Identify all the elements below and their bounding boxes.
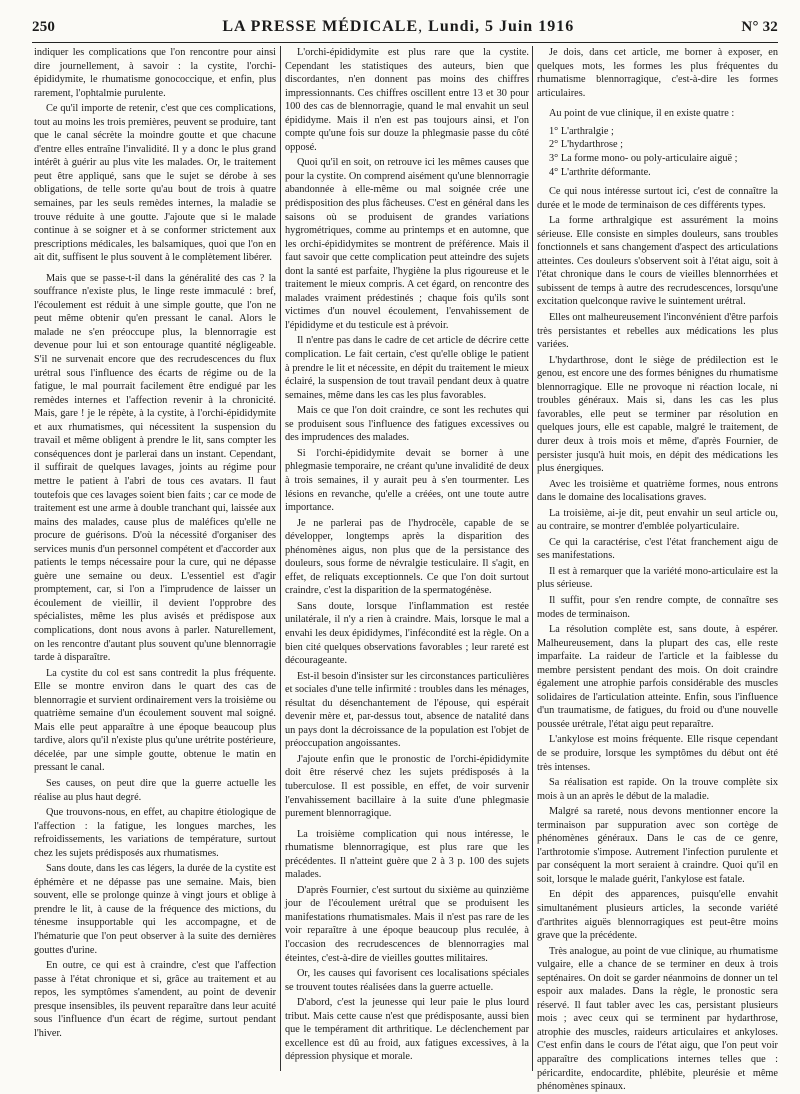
paragraph: Ce qui nous intéresse surtout ici, c'est de connaître la durée et le mode de terminaison de ces différents types. <box>537 186 778 211</box>
paragraph: Sans doute, dans les cas légers, la durée de la cystite est éphémère et ne dépasse pas une semaine. Mais, bien souvent, elle se prolonge quinze à vingt jours et oblige à prendre le lit, à cause de la fréquence des mictions, du ténesme insupportable qui les accompagne, et de l'hématurie que l'on peut observer à la suite des dernières gouttes d'urine. <box>34 863 276 956</box>
paragraph: Si l'orchi-épididymite devait se borner à une phlegmasie temporaire, ne créant qu'une invalidité de deux à trois semaines, il y aurait peu à s'en tourmenter. Les lésions en revanche, qu'elle a créées, ont une toute autre importance. <box>285 447 529 514</box>
list-item: 4° L'arthrite déformante. <box>549 166 651 178</box>
column-1 <box>34 46 276 1071</box>
paragraph: Mais ce que l'on doit craindre, ce sont les rechutes qui se produisent sous l'influence des fatigues excessives ou des imprudences des malades. <box>285 405 529 444</box>
paragraph: L'orchi-épididymite est plus rare que la cystite. Cependant les statistiques des auteurs, bien que discordantes, n'en donnent pas moins des chiffres impressionnants. Ces chiffres oscillent entre 13 et 30 pour 100 des cas de blennorragie, quand le mal envahit un seul épididyme. Mais il n'en est pas toujours ainsi, et l'on compte qu'une fois sur douze la phlegmasie passe du côté opposé. <box>285 47 529 153</box>
paragraph: Ce qui la caractérise, c'est l'état franchement aigu de ses manifestations. <box>537 536 778 562</box>
list-item: 1° L'arthralgie ; <box>549 125 614 137</box>
page-header <box>32 18 778 38</box>
paragraph: Quoi qu'il en soit, on retrouve ici les mêmes causes que pour la cystite. On comprend aisément qu'une blennorragie abandonnée à elle-même ou mal soignée crée une prédisposition des plus fâcheuses. C'est en général dans les saisons où se produisent de grandes variations hygrométriques, comme au printemps et en automne, que les orchi-épididymites se montrent de préférence. Mais il faut savoir que cette complication peut atteindre des sujets dont la santé est parfaite, l'hygiène la plus rigoureuse et le traitement le mieux compris. A cet égard, on rencontre des malades vraiment prédestinés ; chaque fois qu'ils sont victimes d'un nouvel écoulement, l'envahissement de l'épididyme et du testicule est à prévoir. <box>285 157 529 331</box>
paragraph: Je ne parlerai pas de l'hydrocèle, capable de se développer, longtemps après la disparition des phénomènes aigus, non plus que de la persistance des douleurs, sous forme de névralgie testiculaire. Il s'agit, en effet, de reliquats exceptionnels. Ce que l'on doit surtout craindre, c'est la disparition de la spermatogénèse. <box>285 517 529 597</box>
paragraph: La troisième complication qui nous intéresse, le rhumatisme blennorragique, est plus rare que les précédentes. Il n'atteint guère que 2 à 3 p. 100 des sujets malades. <box>285 828 529 881</box>
paragraph: L'ankylose est moins fréquente. Elle risque cependant de se produire, lorsque les symptômes du début ont été très intenses. <box>537 734 778 773</box>
running-title: LA PRESSE MÉDICALE, Lundi, 5 Juin 1916 <box>222 18 575 35</box>
column-2 <box>285 46 529 1071</box>
forms-list <box>537 125 778 179</box>
paragraph: indiquer les complications que l'on rencontre pour ainsi dire journellement, à savoir : la cystite, l'orchi-épididymite, le rhumatisme gonococcique, et enfin, plus rarement, l'ophtalmie purulente. <box>34 47 276 99</box>
paragraph: Mais que se passe-t-il dans la généralité des cas ? la souffrance n'existe plus, le linge reste immaculé : bref, l'écoulement est réduit à une simple goutte, que l'on ne peut même obtenir qu'en pressant le canal. Alors le malade ne s'en préoccupe plus, la blennorragie est devenue pour lui et son entourage quantité négligeable. S'il ne survenait encore que des recrudescences du flux urétral sous l'influence des écarts de régime ou de la fatigue, le mal pourrait facilement être endigué par les remèdes internes et l'affection revenir à la chronicité. Mais, gare ! je le répète, à la cystite, à l'orchi-épididymite et aux rhumatismes, qui nécessitent la suspension du travail et même obligent à prendre le lit, sans compter les conséquences dont je parlerai dans un instant. Cependant, il suffirait de quelques lavages, joints au régime pour mettre le patient à l'abri de tous ces avatars. Il faut toutefois que ces lavages soient bien faits ; car ce mode de traitement est une arme à double tranchant qui, laissée aux mains des malades, cause plus de maléfices qu'elle ne procure de guérisons. D'où la nécessité d'organiser des services munis d'un personnel compétent et d'accorder aux patients le temps nécessaire pour la cure, qui ne dépasse guère une semaine ou deux. L'essentiel est d'agir promptement, car, si l'on a l'imprudence de laisser un écoulement de vieillir, il devient l'opprobre des spécialistes, même les plus avisés et prédispose aux complications, dont nous avons à parler. Naturellement, on les rencontre d'autant plus souvent qu'une blennorragie tarde à disparaître. <box>34 272 276 664</box>
paragraph: Ses causes, on peut dire que la guerre actuelle les réalise au plus haut degré. <box>34 777 276 803</box>
paragraph: Malgré sa rareté, nous devons mentionner encore la terminaison par suppuration avec son cortège de phénomènes généraux. Dans le cas de ce genre, l'arthrotomie s'impose. Autrement l'infection purulente et par conséquent la mort seraient à craindre. Quoi qu'il en soit, lorsque le malade guérit, l'ankylose est fatale. <box>537 806 778 885</box>
paragraph: La résolution complète est, sans doute, à espérer. Malheureusement, dans la plupart des cas, elle reste imparfaite. La raideur de l'article et la faiblesse du membre persistent pendant des mois. On doit craindre également une atrophie parfois considérable des muscles solidaires de l'articulation atteinte. Enfin, sous l'influence d'un traumatisme, de fatigues, du froid ou d'une nouvelle poussée urétrale, l'état aigu peut reparaître. <box>537 624 778 730</box>
paragraph: Elles ont malheureusement l'inconvénient d'être parfois très persistantes et rebelles aux médications les plus variées. <box>537 312 778 351</box>
list-item: 3° La forme mono- ou poly-articulaire aiguë ; <box>549 152 738 164</box>
paragraph: Au point de vue clinique, il en existe quatre : <box>549 108 735 120</box>
paragraph: La cystite du col est sans contredit la plus fréquente. Elle se montre environ dans le quart des cas de blennorragie et survient ordinairement vers la troisième ou quatrième semaine d'un écoulement souvent mal soigné. Mais elle peut apparaître à une époque beaucoup plus tardive, alors qu'il n'existe plus qu'une urétrite postérieure, décelée, par une simple goutte, obtenue le matin en pressant le canal. <box>34 667 276 774</box>
paragraph: J'ajoute enfin que le pronostic de l'orchi-épididymite doit être réservé chez les sujets prédisposés à la tuberculose. Il est possible, en effet, de voir survenir l'envahissement bacillaire à la suite d'une phlegmasie purement blennorragique. <box>285 753 529 820</box>
paragraph: Or, les causes qui favorisent ces localisations spéciales se trouvent toutes réalisées dans la guerre actuelle. <box>285 968 529 993</box>
paragraph: En outre, ce qui est à craindre, c'est que l'affection passe à l'état chronique et si, grâce au traitement et au repos, les symptômes s'amendent, au point de devenir presque insensibles, ils peuvent reparaître dans leur acuité sous l'influence d'un écart de régime, surtout pendant l'hiver. <box>34 960 276 1039</box>
issue-date: Lundi, 5 Juin 1916 <box>428 18 575 35</box>
paragraph: Il est à remarquer que la variété mono-articulaire est la plus sérieuse. <box>537 565 778 591</box>
paragraph: Il suffit, pour s'en rendre compte, de connaître ses modes de terminaison. <box>537 594 778 620</box>
paragraph: Est-il besoin d'insister sur les circonstances particulières et sociales d'une telle infirmité : troubles dans les ménages, résultat du désenchantement de l'épouse, qui espérait devenir mère et, par-dessus tout, absence de natalité dans un pays dont la décroissance de la population est l'objet de préoccupation angoissantes. <box>285 670 529 750</box>
header-rule <box>32 42 778 43</box>
paragraph: D'après Fournier, c'est surtout du sixième au quinzième jour de l'écoulement urétral que se produisent les manifestations rhumatismales. Mais il n'est pas rare de les voir reparaître à une époque beaucoup plus reculée, à l'occasion des recrudescences de blennorragies mal éteintes, c'est-à-dire de vieilles gouttes militaires. <box>285 884 529 964</box>
journal-title: LA PRESSE MÉDICALE <box>222 18 419 35</box>
paragraph: Sa réalisation est rapide. On la trouve complète six mois à un an après le début de la maladie. <box>537 777 778 802</box>
column-divider <box>280 46 281 1071</box>
list-item: 2° L'hydarthrose ; <box>549 139 624 151</box>
column-3 <box>537 46 778 1093</box>
paragraph: Sans doute, lorsque l'inflammation est restée unilatérale, il n'y a rien à craindre. Mais, lorsque le mal a envahi les deux épididymes, l'infécondité est la règle. On a bien cité quelques observations favorables ; leur rareté est décourageante. <box>285 600 529 667</box>
paragraph: Il n'entre pas dans le cadre de cet article de décrire cette complication. Le fait certain, c'est qu'elle oblige le patient à prendre le lit et nécessite, en dépit du traitement le mieux éclairé, la suspension de tout travail pendant deux à quatre semaines, même dans les cas les plus favorables. <box>285 335 529 401</box>
paragraph: La forme arthralgique est assurément la moins sérieuse. Elle consiste en simples douleurs, sans troubles fonctionnels et sans changement d'aspect des articulations atteintes. Ces douleurs s'observent soit à l'état aigu, soit à l'état chronique dans le cours de vieilles blennorrhées et subissent de temps à autre des recrudescences, lorsqu'une excitation quelconque ravive le suintement urétral. <box>537 215 778 308</box>
paragraph: L'hydarthrose, dont le siège de prédilection est le genou, est encore une des formes bénignes du rhumatisme blennorragique. Elle ne provoque ni réaction locale, ni troubles généraux. Mais si, dans les cas les plus favorables, elle peut se terminer par résolution en quelques jours, elle est capable, malgré le traitement, de durer deux à trois mois et même, d'après Fournier, de persister jusqu'à huit mois, en dépit des médications les plus énergiques. <box>537 354 778 475</box>
paragraph: La troisième, ai-je dit, peut envahir un seul article ou, au contraire, se montrer d'emblée polyarticulaire. <box>537 507 778 533</box>
paragraph: Je dois, dans cet article, me borner à exposer, en quelques mots, les formes les plus fréquentes du rhumatisme blennorragique, c'est-à-dire les formes articulaires. <box>537 47 778 99</box>
paragraph: En dépit des apparences, puisqu'elle envahit simultanément plusieurs articles, la seconde variété d'arthrites aiguës blennorragiques est peut-être moins grave que la précédente. <box>537 889 778 942</box>
paragraph: Avec les troisième et quatrième formes, nous entrons dans le domaine des localisations graves. <box>537 478 778 504</box>
paragraph: D'abord, c'est la jeunesse qui leur paie le plus lourd tribut. Mais cette cause n'est que prédisposante, aussi bien que le tempérament dit arthritique. Le déclenchement par excellence est dû au froid, aux fatigues excessives, à la dépression physique et morale. <box>285 997 529 1063</box>
issue-number: N° 32 <box>741 19 778 35</box>
paragraph: Ce qu'il importe de retenir, c'est que ces complications, tout au moins les trois premières, peuvent se produire, tant que le canal sécrète la moindre goutte et que chacune d'entre elles entraîne l'invalidité. Il y a donc le plus grand intérêt à guérir au plus vite les malades. Or, le traitement peut être appliqué, sans que le sujet se dérobe à ses obligations, de telle sorte qu'au bout de trois à quatre semaines, par les seuls remèdes internes, la maladie se trouve réduite à une goutte. J'ajoute que si le malade continue à se soigner et à se conformer strictement aux prescriptions médicales, les balsamiques, quoi que l'on en ait dit, suffisent le plus souvent à le complètement libérer. <box>34 103 276 264</box>
column-divider <box>532 46 533 1071</box>
paragraph: Très analogue, au point de vue clinique, au rhumatisme vulgaire, elle a chance de se terminer en deux à trois septénaires. On doit se garder néanmoins de donner un tel espoir aux malades. Dans la règle, le pronostic sera réservé. Il faut tabler avec les cas, persistant plusieurs mois ; avec ceux qui se terminent par hydarthrose, atrophie des muscles, raideurs articulaires et ankyloses. C'est enfin dans le cours de l'état aigu, que l'on peut voir apparaître des complications internes telles que : péricardite, endocardite, phlébite, pleurésie et même phénomènes spinaux. <box>537 945 778 1093</box>
page-number: 250 <box>32 19 56 35</box>
paragraph: Que trouvons-nous, en effet, au chapitre étiologique de l'affection : la fatigue, les longues marches, les refroidissements, les variations de température, surtout chez les sujets prédisposés aux rhumatismes. <box>34 807 276 859</box>
